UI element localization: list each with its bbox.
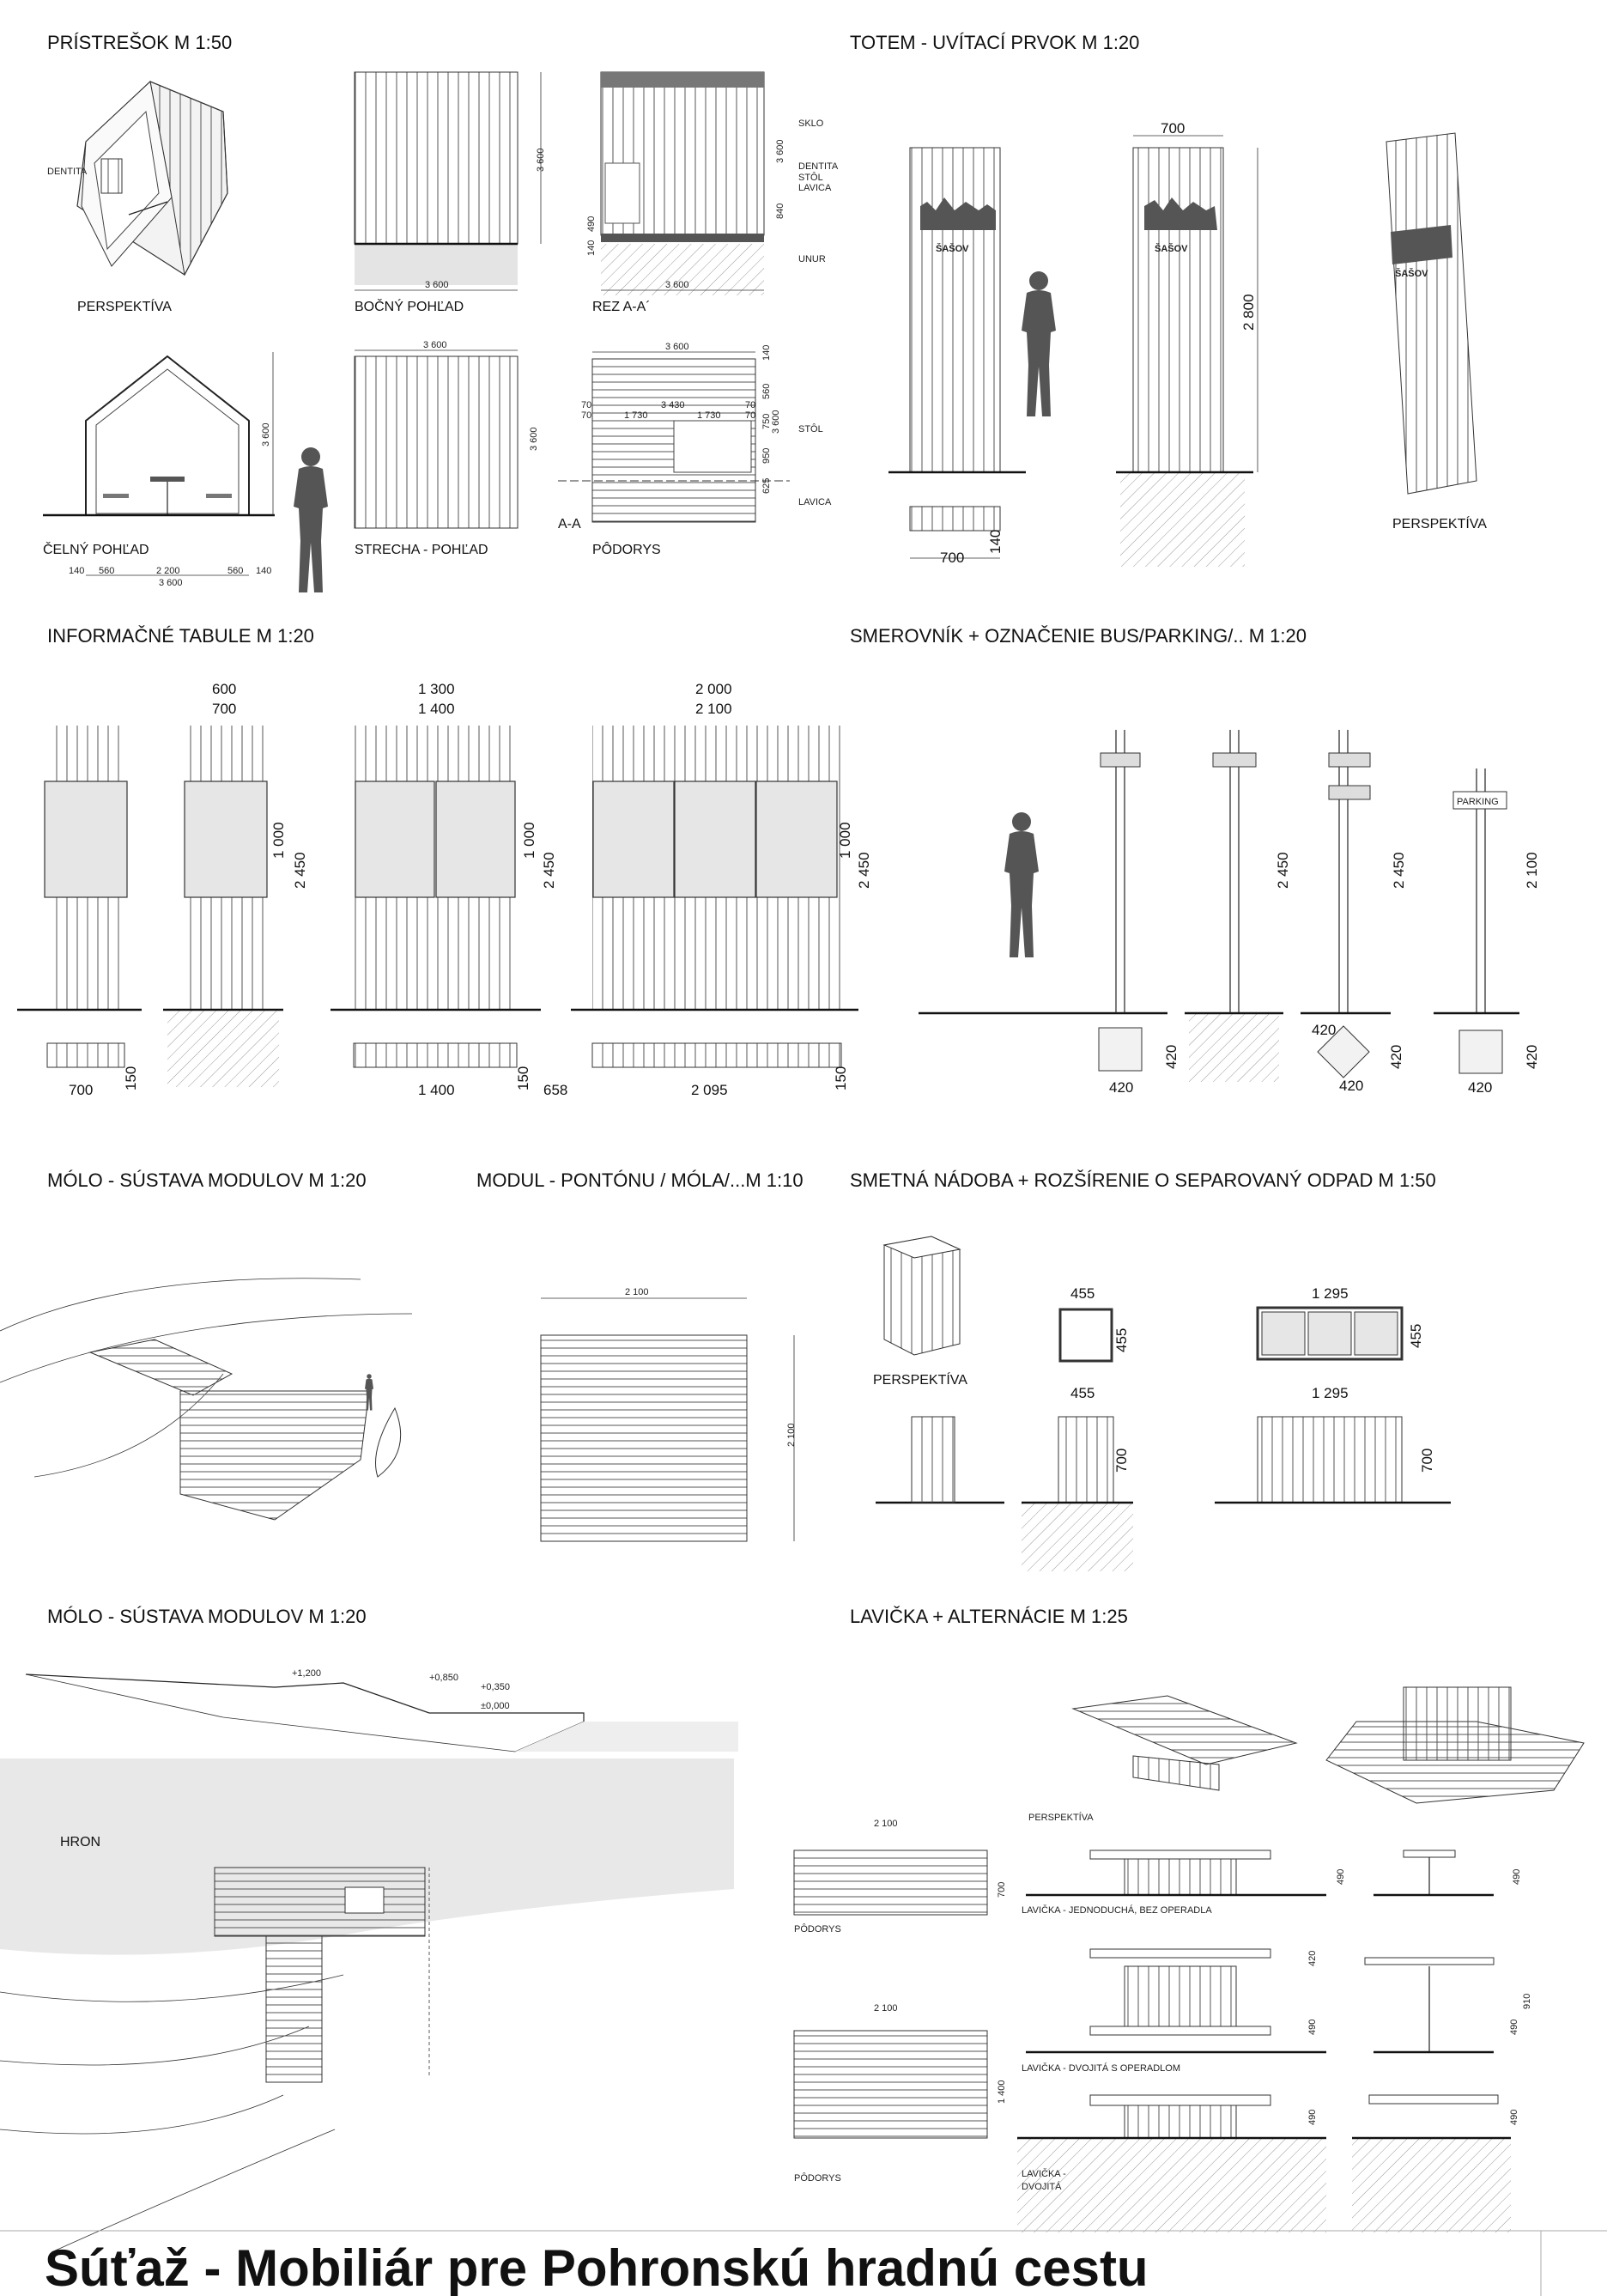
sign-scale-figure <box>1004 812 1039 957</box>
shelter-plan-label: PÔDORYS <box>592 543 661 557</box>
bench-b1-h2: 490 <box>1512 1868 1522 1885</box>
shelter-sec-140: 140 <box>586 240 597 256</box>
pier2-e4: ±0,000 <box>481 1701 510 1711</box>
bin-t-plan-d: 455 <box>1408 1323 1424 1348</box>
bench-b1-label: LAVIČKA - JEDNODUCHÁ, BEZ OPERADLA <box>1022 1905 1212 1916</box>
shelter-section <box>43 32 839 592</box>
bench-b3-label-b: DVOJITÁ <box>1022 2182 1062 2192</box>
shelter-persp-label: PERSPEKTÍVA <box>77 300 172 314</box>
info-gap: 658 <box>543 1082 568 1098</box>
shelter-sec-height: 3 600 <box>775 139 785 163</box>
river-label: HRON <box>60 1835 101 1850</box>
bench-b3-h: 490 <box>1307 2109 1318 2125</box>
shelter-plan-1730a: 1 730 <box>624 410 648 421</box>
totem-side <box>1116 120 1258 567</box>
sign-post-2 <box>1185 730 1291 1082</box>
shelter-roof-width: 3 600 <box>423 340 447 350</box>
bench-plan1-w: 2 100 <box>874 1819 898 1829</box>
totem-perspective <box>1386 133 1487 531</box>
totem-scale-figure <box>1022 271 1056 416</box>
bench-plan1-label: PÔDORYS <box>794 1924 841 1935</box>
shelter-front-view <box>43 352 328 592</box>
shelter-roof-view <box>355 340 539 557</box>
shelter-side-label: BOČNÝ POHĽAD <box>355 300 464 314</box>
shelter-front-total: 3 600 <box>159 578 183 588</box>
bin-s-elev-w: 455 <box>1070 1385 1095 1401</box>
shelter-note-3: STÔL <box>798 173 823 183</box>
shelter-plan-750: 750 <box>761 413 772 429</box>
totem-section <box>850 32 1487 567</box>
shelter-plan-note-2: LAVICA <box>798 497 832 507</box>
pier2-e2: +0,850 <box>429 1673 458 1683</box>
bench-b3-label-a: LAVIČKA - <box>1022 2169 1066 2179</box>
info-s-h1000: 1 000 <box>270 822 287 859</box>
shelter-cut-label: A-A <box>558 517 581 531</box>
totem-heading: TOTEM - UVÍTACÍ PRVOK M 1:20 <box>850 32 1140 53</box>
info-s-h2450: 2 450 <box>292 852 308 889</box>
pier2-heading: MÓLO - SÚSTAVA MODULOV M 1:20 <box>47 1606 367 1627</box>
shelter-front-label: ČELNÝ POHĽAD <box>43 543 149 557</box>
info-s-w600: 600 <box>212 681 237 697</box>
module-heading: MODUL - PONTÓNU / MÓLA/...M 1:10 <box>476 1169 804 1191</box>
info-m-w1400: 1 400 <box>418 701 455 717</box>
bench-b2-h910: 910 <box>1522 1993 1532 2009</box>
bin-persp-label: PERSPEKTÍVA <box>873 1373 967 1388</box>
shelter-note-5: UNUR <box>798 254 826 264</box>
shelter-side-view <box>355 72 546 314</box>
shelter-perspective <box>47 82 227 314</box>
sign1-d: 420 <box>1163 1044 1179 1069</box>
info-l-h2450: 2 450 <box>856 852 872 889</box>
shelter-heading: PRÍSTREŠOK M 1:50 <box>47 32 233 53</box>
totem-persp-name: ŠAŠOV <box>1395 269 1428 279</box>
shelter-section-label: REZ A-A´ <box>592 300 651 314</box>
bench-perspective <box>1028 1687 1584 1823</box>
info-board-medium <box>330 681 567 1098</box>
shelter-plan-1730b: 1 730 <box>697 410 721 421</box>
shelter-side-height: 3 600 <box>536 148 546 172</box>
info-m-plan-w: 1 400 <box>418 1082 455 1098</box>
totem-height: 2 800 <box>1240 294 1257 331</box>
info-board-small <box>17 726 142 1098</box>
bin-s-plan-w: 455 <box>1070 1285 1095 1302</box>
totem-plan-depth: 140 <box>987 529 1004 554</box>
info-l-w2100: 2 100 <box>695 701 732 717</box>
shelter-roof-height: 3 600 <box>529 427 539 451</box>
shelter-plan-70a: 70 <box>581 400 592 410</box>
sign4-d: 420 <box>1524 1044 1540 1069</box>
bin-t-elev-h: 700 <box>1419 1448 1435 1473</box>
shelter-front-d2200: 2 200 <box>156 566 180 576</box>
info-m-w1300: 1 300 <box>418 681 455 697</box>
info-m-plan-d: 150 <box>515 1066 531 1090</box>
sign3-diag: 420 <box>1312 1022 1337 1038</box>
shelter-note-4: LAVICA <box>798 183 832 193</box>
pier-site-section <box>0 1606 738 2252</box>
totem-plan-width: 700 <box>940 550 965 566</box>
shelter-plan-note-1: STÔL <box>798 424 823 434</box>
bench-plan2-w: 2 100 <box>874 2003 898 2014</box>
info-board-small-side <box>163 681 308 1087</box>
shelter-plan <box>558 342 832 557</box>
bench-b2-label: LAVIČKA - DVOJITÁ S OPERADLOM <box>1022 2063 1181 2074</box>
bench-persp-label: PERSPEKTÍVA <box>1028 1813 1094 1823</box>
shelter-front-d140b: 140 <box>256 566 272 576</box>
totem-front <box>888 148 1026 566</box>
bin-s-plan-d: 455 <box>1113 1327 1130 1352</box>
info-l-w2000: 2 000 <box>695 681 732 697</box>
pier1-heading: MÓLO - SÚSTAVA MODULOV M 1:20 <box>47 1169 367 1191</box>
totem-side-width: 700 <box>1161 120 1186 137</box>
bin-triple <box>1215 1285 1451 1503</box>
bench-single <box>794 1819 1522 1935</box>
sign3-w: 420 <box>1339 1078 1364 1094</box>
shelter-persp-note: DENTITA <box>47 167 88 177</box>
sign3-h: 2 450 <box>1391 852 1407 889</box>
totem-side-name: ŠAŠOV <box>1155 244 1188 254</box>
info-s-w700: 700 <box>212 701 237 717</box>
sign4-w: 420 <box>1468 1079 1493 1096</box>
bench-plan1-d: 700 <box>997 1881 1007 1898</box>
shelter-plan-height: 3 600 <box>771 410 781 434</box>
sheet-title: Súťaž - Mobiliár pre Pohronskú hradnú cestu <box>45 2239 1149 2296</box>
info-s-plan-w: 700 <box>69 1082 94 1098</box>
shelter-plan-625: 625 <box>761 477 772 494</box>
module-height: 2 100 <box>786 1423 797 1447</box>
shelter-front-d560b: 560 <box>227 566 244 576</box>
bench-b3-h2: 490 <box>1509 2109 1519 2125</box>
shelter-plan-950: 950 <box>761 447 772 464</box>
info-board-large <box>571 681 872 1098</box>
module-width: 2 100 <box>625 1287 649 1297</box>
bench-b2-h420: 420 <box>1307 1950 1318 1966</box>
shelter-sec-840: 840 <box>775 203 785 219</box>
bench-section <box>794 1606 1584 2232</box>
sign4-h: 2 100 <box>1524 852 1540 889</box>
info-s-plan-d: 150 <box>123 1066 139 1090</box>
bin-t-elev-w: 1 295 <box>1312 1385 1349 1401</box>
shelter-front-height: 3 600 <box>261 422 271 446</box>
sign1-w: 420 <box>1109 1079 1134 1096</box>
info-m-h2450: 2 450 <box>541 852 557 889</box>
bench-plan2-label: PÔDORYS <box>794 2173 841 2184</box>
info-l-h1000: 1 000 <box>837 822 853 859</box>
shelter-plan-70d: 70 <box>745 410 756 421</box>
sign-post-4 <box>1434 768 1540 1096</box>
sign-parking-text: PARKING <box>1457 797 1499 807</box>
bin-perspective <box>873 1236 967 1388</box>
sign-post-1 <box>1099 730 1179 1096</box>
totem-front-name: ŠAŠOV <box>936 244 969 254</box>
sign-heading: SMEROVNÍK + OZNAČENIE BUS/PARKING/.. M 1:20 <box>850 625 1307 647</box>
shelter-section-aa <box>586 72 839 314</box>
signpost-section <box>850 625 1540 1096</box>
sign2-h: 2 450 <box>1275 852 1291 889</box>
bin-t-plan-w: 1 295 <box>1312 1285 1349 1302</box>
shelter-plan-140: 140 <box>761 344 772 361</box>
shelter-plan-560: 560 <box>761 383 772 399</box>
bench-b1-h: 490 <box>1336 1868 1346 1885</box>
sign-post-3 <box>1301 730 1407 1094</box>
shelter-roof-label: STRECHA - POHĽAD <box>355 543 488 557</box>
info-m-h1000: 1 000 <box>521 822 537 859</box>
bin-section <box>850 1169 1451 1571</box>
shelter-sec-490: 490 <box>586 216 597 232</box>
pier2-e1: +1,200 <box>292 1668 321 1679</box>
bench-b2-h490: 490 <box>1307 2019 1318 2035</box>
shelter-sec-width: 3 600 <box>665 280 689 290</box>
sign3-d: 420 <box>1388 1044 1404 1069</box>
bench-b2-h490b: 490 <box>1509 2019 1519 2035</box>
info-l-plan-w: 2 095 <box>691 1082 728 1098</box>
shelter-side-width: 3 600 <box>425 280 449 290</box>
info-heading: INFORMAČNÉ TABULE M 1:20 <box>47 625 314 647</box>
bench-heading: LAVIČKA + ALTERNÁCIE M 1:25 <box>850 1606 1128 1627</box>
info-l-plan-d: 150 <box>833 1066 849 1090</box>
bin-heading: SMETNÁ NÁDOBA + ROZŠÍRENIE O SEPAROVANÝ ODPAD M 1:50 <box>850 1169 1436 1191</box>
totem-persp-label: PERSPEKTÍVA <box>1392 517 1487 531</box>
shelter-plan-width: 3 600 <box>665 342 689 352</box>
module-section <box>476 1169 804 1541</box>
shelter-plan-70c: 70 <box>745 400 756 410</box>
pier-modules-section <box>0 1169 412 1520</box>
info-boards-section <box>17 625 872 1098</box>
bench-double-simple <box>1017 2095 1519 2232</box>
shelter-note-1: SKLO <box>798 118 824 129</box>
shelter-note-2: DENTITA <box>798 161 839 172</box>
shelter-plan-3430: 3 430 <box>661 400 685 410</box>
pier2-e3: +0,350 <box>481 1682 510 1692</box>
bin-s-elev-h: 700 <box>1113 1448 1130 1473</box>
shelter-plan-70b: 70 <box>581 410 592 421</box>
shelter-front-d560a: 560 <box>99 566 115 576</box>
bench-plan2-d: 1 400 <box>997 2080 1007 2104</box>
shelter-front-d140a: 140 <box>69 566 85 576</box>
